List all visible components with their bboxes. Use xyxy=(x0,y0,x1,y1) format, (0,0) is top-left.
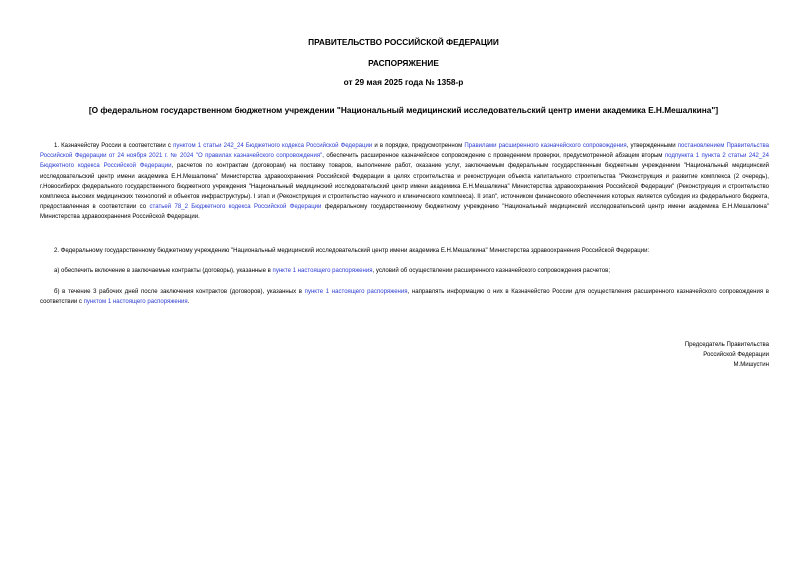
paragraph-2 xyxy=(40,246,769,256)
paragraph-text: , утвержденными xyxy=(626,143,678,149)
paragraph-2a xyxy=(40,266,769,276)
link-paragraph-1-second[interactable]: пунктом 1 настоящего распоряжения xyxy=(83,299,188,306)
link-paragraph-1[interactable]: пункте 1 настоящего распоряжения xyxy=(304,289,408,295)
signatory-position-line-2: Российской Федерации xyxy=(703,352,769,358)
document-date-number: от 29 мая 2025 года № 1358-р xyxy=(343,77,464,87)
link-budget-code-242-24[interactable]: пунктом 1 статьи 242_24 Бюджетного кодекса Российской Федерации xyxy=(173,143,373,149)
link-budget-code-78-2[interactable]: статьей 78_2 Бюджетного кодекса Российской Федерации xyxy=(149,204,322,211)
link-government-resolution-2024[interactable]: постановлением Правительства Российской Федерации от 24 ноября 2021 г. № 2024 "О правилах казначейского сопровождения" xyxy=(40,143,769,160)
paragraph-text: а) обеспечить включение в заключаемые контракты (договоры), указанные в xyxy=(54,268,273,274)
link-subparagraph-1-242-24[interactable]: подпункта 1 пункта 2 статьи 242_24 Бюджетного кодекса Российской Федерации xyxy=(40,153,769,170)
paragraph-2b xyxy=(40,287,769,307)
paragraph-text: и в порядке, предусмотренном xyxy=(372,143,465,149)
signatory-position-line-1: Председатель Правительства xyxy=(684,342,769,348)
paragraph-text: , обеспечить расширенное казначейское сопровождение с проведением проверки, предусмотренной абзацем вторым xyxy=(322,153,665,160)
document-type: РАСПОРЯЖЕНИЕ xyxy=(368,58,439,68)
signatory-name: М.Мишустин xyxy=(733,362,769,368)
document-subject: [О федеральном государственном бюджетном учреждении "Национальный медицинский исследовательский центр имени академика Е.Н.Мешалкина"] xyxy=(88,105,719,115)
paragraph-text: . xyxy=(187,299,190,306)
link-paragraph-1[interactable]: пункте 1 настоящего распоряжения xyxy=(272,268,373,274)
paragraph-text: , направлять информацию о них в Казначейство России для осуществления расширенного казначейского сопровождения в соответствии с xyxy=(40,289,769,306)
paragraph-text: 1. Казначейству России в соответствии с xyxy=(54,143,174,149)
paragraph-text: 2. Федеральному государственному бюджетному учреждению "Национальный медицинский исследовательский центр имени академика Е.Н.Мешалкина" Министерства здравоохранения Российской Федерации: xyxy=(54,248,650,254)
link-treasury-support-rules[interactable]: Правилами расширенного казначейского сопровождения xyxy=(464,143,627,149)
paragraph-text: , расчетов по контрактам (договорам) на поставку товаров, выполнение работ, оказание услуг, заключаемым федеральным государственным бюджетным учреждением "Национальный медицинский исследовательский центр имени академика Е.Н.Мешалкина" Министерства здравоохранения Российской Федерации в целях строительства и реконструкции объекта капитального строительства "Реконструкция и развитие комплекса (2 очередь), г.Новосибирск федерального государственного бюджетного учреждения "Национальный медицинский исследовательский центр имени академика Е.Н.Мешалкина" Министерства здравоохранения Российской Федерации" (Реконструкция и строительство комплекса высоких медицинских технологий и объектов инфраструктуры). I этап и (Реконструкция и строительство научного и клинического комплекса). II этап", источником финансового обеспечения которых является субсидия из федерального бюджета, предоставленная в соответствии со xyxy=(40,163,769,211)
issuer-title: ПРАВИТЕЛЬСТВО РОССИЙСКОЙ ФЕДЕРАЦИИ xyxy=(308,37,499,47)
paragraph-text: федеральному государственному бюджетному учреждению "Национальный медицинский исследовательский центр имени академика Е.Н.Мешалкина" Министерства здравоохранения Российской Федерации. xyxy=(40,204,769,221)
paragraph-text: , условий об осуществлении расширенного казначейского сопровождения расчетов; xyxy=(372,268,611,274)
paragraph-1 xyxy=(40,141,769,223)
paragraph-text: б) в течение 3 рабочих дней после заключения контрактов (договоров), указанных в xyxy=(54,289,305,295)
